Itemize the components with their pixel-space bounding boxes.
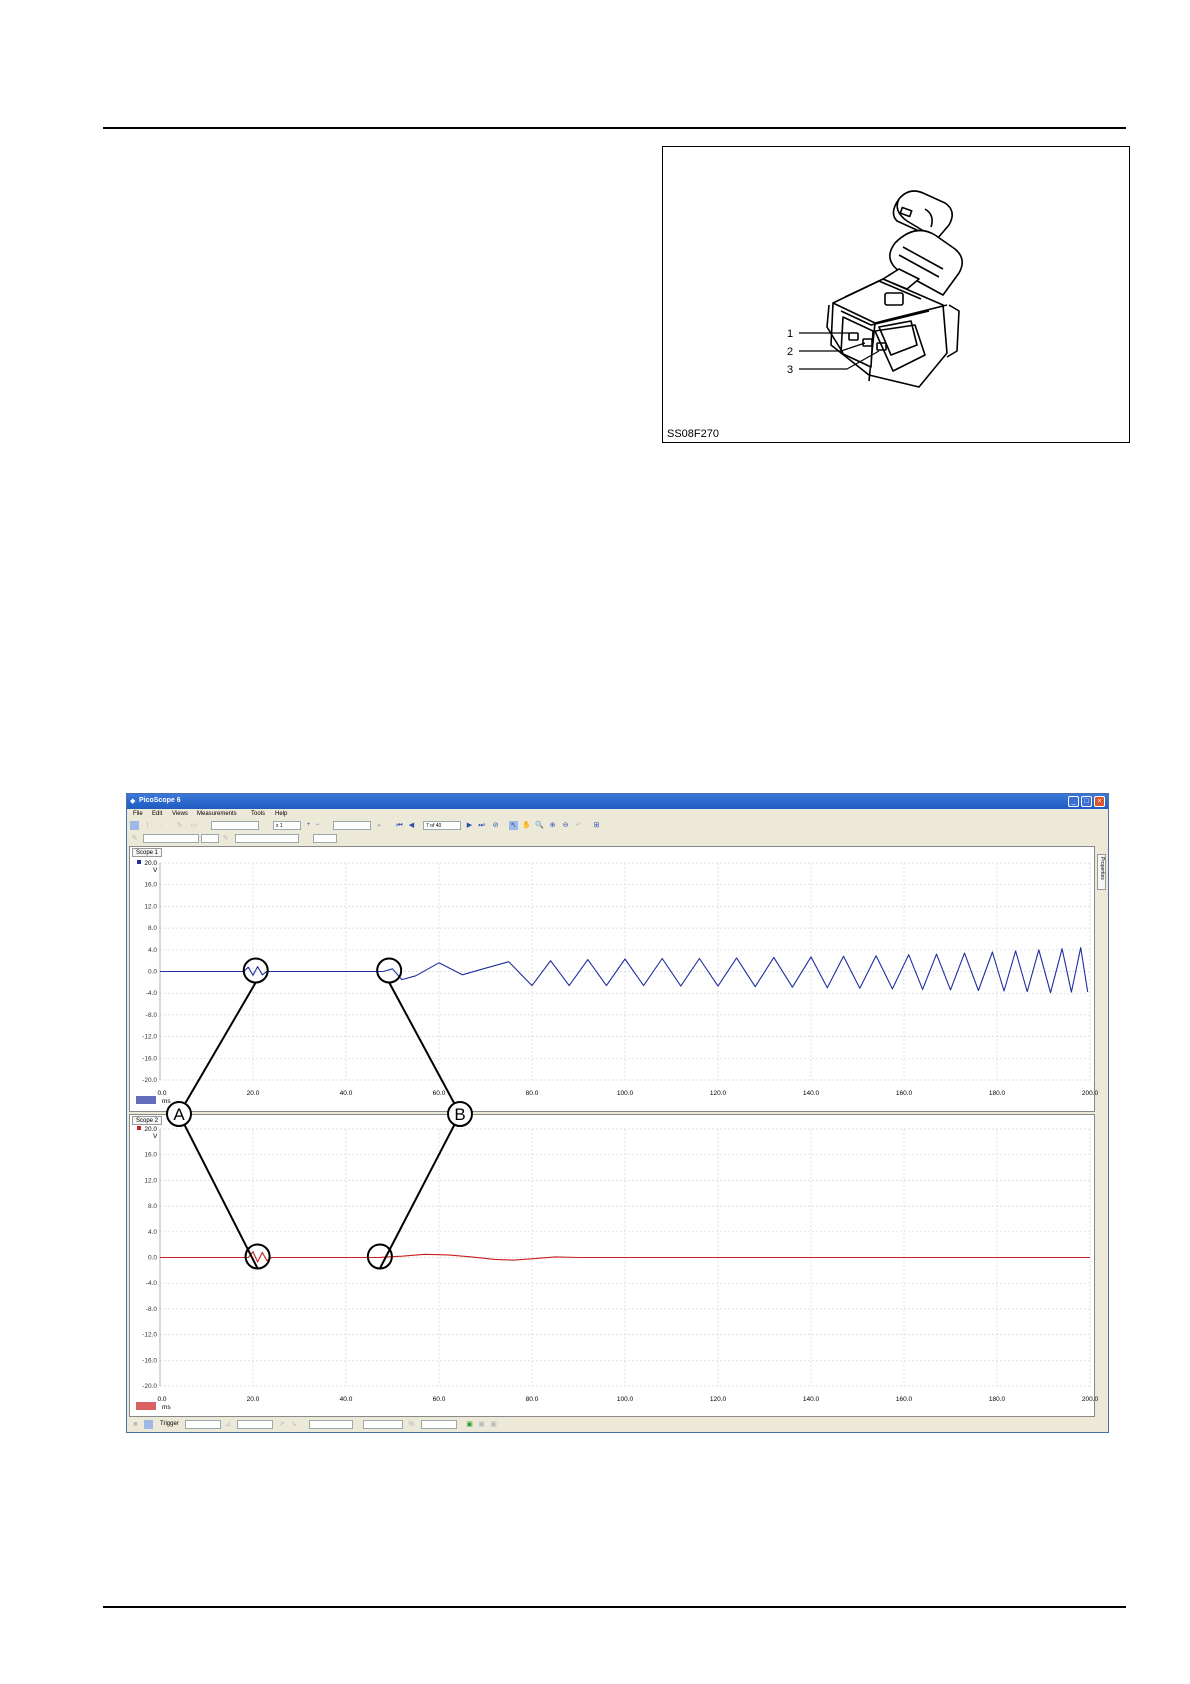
zoom-in-icon[interactable]: ⊕ xyxy=(549,822,556,829)
x-tick-label: 20.0 xyxy=(246,1090,260,1097)
y-tick-label: 8.0 xyxy=(147,1203,157,1211)
menu-edit[interactable]: Edit xyxy=(152,811,163,817)
x-tick-label: 180.0 xyxy=(988,1090,1006,1097)
x-tick-label: 80.0 xyxy=(525,1090,539,1097)
header-rule xyxy=(103,127,1126,129)
zoom-overview-icon[interactable]: ⊞ xyxy=(593,822,600,829)
callout-label-b: B xyxy=(454,1105,466,1124)
highlight-circle xyxy=(246,1245,270,1269)
scope-tab-2[interactable]: Scope 2 xyxy=(132,1116,162,1125)
x-tick-label: 160.0 xyxy=(895,1090,913,1097)
footer-rule xyxy=(103,1606,1126,1608)
next-buffer-icon[interactable]: ▶ xyxy=(466,822,473,829)
x-unit-label: ms xyxy=(162,1404,171,1411)
x-tick-label: 120.0 xyxy=(709,1396,727,1403)
highlight-circle xyxy=(244,959,268,983)
y-tick-label: -16.0 xyxy=(142,1357,157,1365)
buffer-position-field[interactable]: 7 of 40 xyxy=(423,821,461,830)
menu-measurements[interactable]: Measurements xyxy=(197,811,237,817)
x-tick-label: 40.0 xyxy=(339,1090,353,1097)
y-tick-label: -4.0 xyxy=(145,1280,157,1288)
y-tick-label: -8.0 xyxy=(145,1011,157,1019)
scope-tab-1[interactable]: Scope 1 xyxy=(132,848,162,857)
x-tick-label: 140.0 xyxy=(802,1396,820,1403)
y-tick-label: -8.0 xyxy=(145,1305,157,1313)
add-measurement-icon[interactable]: ▣ xyxy=(466,1421,473,1428)
highlight-circle xyxy=(377,959,401,983)
x-tick-label: 60.0 xyxy=(432,1090,446,1097)
rising-edge-icon[interactable]: ↗ xyxy=(278,1421,285,1428)
minimize-button[interactable]: _ xyxy=(1068,796,1079,807)
x-tick-label: 20.0 xyxy=(246,1396,260,1403)
callout-line xyxy=(389,983,460,1115)
callout-line xyxy=(380,1114,460,1269)
hand-tool-icon[interactable]: ✋ xyxy=(522,822,531,829)
persistence-mode-icon[interactable]: ⌇ xyxy=(145,822,150,829)
zoom-out-icon[interactable]: ⊖ xyxy=(562,822,569,829)
y-tick-label: 8.0 xyxy=(147,925,157,933)
spectrum-mode-icon[interactable]: ⫶ xyxy=(160,822,163,829)
zoom-tool-icon[interactable]: 🔍 xyxy=(535,822,544,829)
x-tick-label: 160.0 xyxy=(895,1396,913,1403)
delete-measurement-icon[interactable]: ▣ xyxy=(490,1421,497,1428)
first-buffer-icon[interactable]: ⏮ xyxy=(396,822,403,829)
callout-1: 1 xyxy=(787,328,794,340)
y-tick-label: 16.0 xyxy=(144,1151,157,1159)
callout-2: 2 xyxy=(787,346,794,358)
stop-icon[interactable]: ■ xyxy=(133,1421,138,1428)
callout-line xyxy=(179,983,256,1115)
menu-help[interactable]: Help xyxy=(275,811,288,817)
y-tick-label: 4.0 xyxy=(147,1228,157,1236)
run-icon[interactable]: ▸ xyxy=(377,822,382,829)
x-tick-label: 120.0 xyxy=(709,1090,727,1097)
channel-a-icon[interactable]: ✎ xyxy=(131,835,138,842)
x-tick-label: 200.0 xyxy=(1081,1090,1099,1097)
y-tick-label: -20.0 xyxy=(142,1077,157,1084)
edit-measurement-icon[interactable]: ▣ xyxy=(478,1421,485,1428)
picoscope-window xyxy=(126,793,1109,1433)
x-tick-label: 100.0 xyxy=(616,1090,634,1097)
properties-tab[interactable]: Properties xyxy=(1097,854,1106,890)
y-tick-label: 20.0 xyxy=(144,1126,157,1133)
undo-zoom-icon[interactable]: ↶ xyxy=(575,822,582,829)
x-tick-label: 100.0 xyxy=(616,1396,634,1403)
x-tick-label: 140.0 xyxy=(802,1090,820,1097)
menu-tools[interactable]: Tools xyxy=(251,811,266,817)
x-tick-label: 0.0 xyxy=(157,1396,167,1403)
zoom-factor-select[interactable]: x 1 xyxy=(273,821,301,830)
connector-illustration xyxy=(663,147,1129,442)
y-tick-label: 12.0 xyxy=(144,1177,157,1185)
x-tick-label: 0.0 xyxy=(157,1090,167,1097)
y-tick-label: 4.0 xyxy=(147,946,157,954)
probe-icon[interactable]: ✎ xyxy=(176,822,183,829)
x-tick-label: 80.0 xyxy=(525,1396,539,1403)
channel-b-icon[interactable]: ✎ xyxy=(222,835,229,842)
close-button[interactable]: × xyxy=(1094,796,1105,807)
y-tick-label: 0.0 xyxy=(147,1254,157,1262)
y-tick-label: 20.0 xyxy=(144,860,157,867)
highlight-circle xyxy=(368,1245,392,1269)
zoom-in-step-icon[interactable]: + xyxy=(306,822,311,828)
figure-code: SS08F270 xyxy=(667,428,719,440)
y-tick-label: 16.0 xyxy=(144,881,157,889)
channel-icon[interactable]: ▭ xyxy=(190,822,197,829)
connector-figure xyxy=(662,146,1130,443)
callout-3: 3 xyxy=(787,364,794,376)
y-tick-label: 12.0 xyxy=(144,903,157,911)
app-icon: ◆ xyxy=(130,798,136,805)
last-buffer-icon[interactable]: ⏭ xyxy=(478,822,485,829)
y-tick-label: -12.0 xyxy=(142,1331,157,1339)
previous-buffer-icon[interactable]: ◀ xyxy=(408,822,415,829)
trigger-label: Trigger xyxy=(160,1421,179,1427)
callout-label-a: A xyxy=(173,1105,185,1124)
y-tick-label: -12.0 xyxy=(142,1033,157,1041)
trigger-percent-icon[interactable]: % xyxy=(408,1421,415,1428)
buffer-navigator-icon[interactable]: ⊘ xyxy=(492,822,499,829)
maximize-button[interactable]: □ xyxy=(1081,796,1092,807)
x-tick-label: 40.0 xyxy=(339,1396,353,1403)
callout-line xyxy=(179,1114,258,1269)
annotation-overlay xyxy=(127,794,1110,1434)
x-tick-label: 200.0 xyxy=(1081,1396,1099,1403)
falling-edge-icon[interactable]: ↘ xyxy=(290,1421,297,1428)
y-tick-label: -20.0 xyxy=(142,1383,157,1390)
zoom-out-step-icon[interactable]: − xyxy=(315,822,320,828)
window-title: PicoScope 6 xyxy=(139,797,181,804)
trigger-edge-icon[interactable]: ⊿ xyxy=(224,1421,231,1428)
y-tick-label: 0.0 xyxy=(147,968,157,976)
y-unit-label: V xyxy=(153,1133,158,1140)
menu-views[interactable]: Views xyxy=(172,811,188,817)
x-unit-label: ms xyxy=(162,1098,171,1105)
y-tick-label: -16.0 xyxy=(142,1055,157,1063)
x-tick-label: 180.0 xyxy=(988,1396,1006,1403)
menu-file[interactable]: File xyxy=(133,811,143,817)
y-tick-label: -4.0 xyxy=(145,990,157,998)
y-unit-label: V xyxy=(153,867,158,874)
x-tick-label: 60.0 xyxy=(432,1396,446,1403)
pointer-tool-icon[interactable]: ↖ xyxy=(510,822,517,829)
